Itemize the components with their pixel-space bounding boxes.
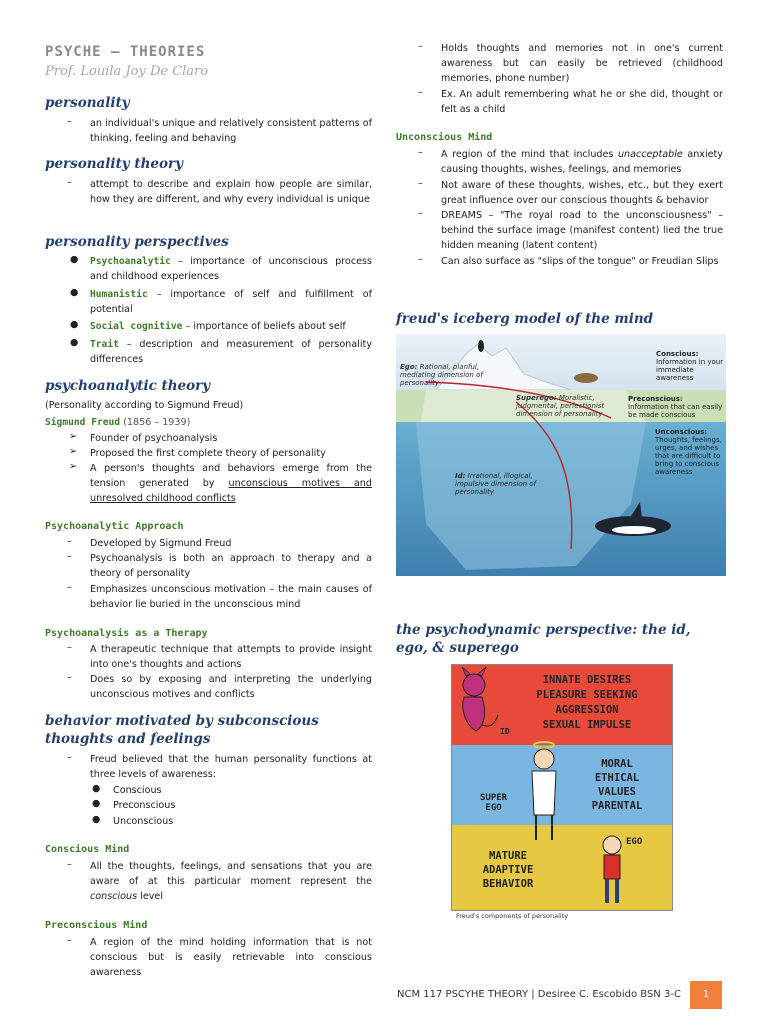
perspective-term: Social cognitive	[90, 321, 183, 332]
freud-bullet: Proposed the first complete theory of personality	[90, 448, 326, 459]
bullet-dot: ●	[70, 287, 79, 298]
conscious-text-b: level	[137, 891, 163, 903]
conscious-text-a: All the thoughts, feelings, and sensations that you are aware of at this particular moment represent the	[90, 861, 372, 888]
dash-marker: –	[67, 551, 72, 562]
perspective-term: Trait	[90, 339, 119, 350]
conscious-term: Conscious:	[656, 350, 699, 358]
arrow-bullet: ➢	[69, 446, 78, 457]
id-line: SEXUAL IMPULSE	[542, 719, 632, 731]
document-author: Prof. Louila Joy De Claro	[45, 64, 209, 79]
page-footer: NCM 117 PSCYHE THEORY | Desiree C. Escobido BSN 3-C	[397, 989, 681, 1000]
personality-definition: an individual's unique and relatively consistent patterns of thinking, feeling and behaving	[90, 118, 372, 145]
bullet-dot: ●	[70, 337, 79, 348]
preconscious-item: Holds thoughts and memories not in one's current awareness but can easily be retrieved (childhood memories, phone number)	[441, 43, 723, 85]
id-line: PLEASURE SEEKING	[536, 689, 638, 701]
dash-marker: –	[418, 41, 423, 52]
preconscious-desc: Information that can easily be made conscious	[628, 403, 723, 419]
heading-conscious-mind: Conscious Mind	[45, 844, 130, 855]
freud-underlined: unconscious motives and unresolved childhood conflicts	[90, 478, 372, 505]
iceberg-label-id	[455, 472, 565, 496]
bullet-dot: ●	[70, 319, 79, 330]
psychodynamic-figure	[451, 664, 673, 911]
personality-theory-definition: attempt to describe and explain how people are similar, how they are different, and why every individual is unique	[90, 179, 372, 206]
perspective-item	[90, 337, 372, 367]
perspective-desc: – importance of self and fulfillment of potential	[90, 289, 372, 316]
preconscious-term: Preconscious:	[628, 395, 683, 403]
dash-marker: –	[67, 582, 72, 593]
freud-bullet: Founder of psychoanalysis	[90, 433, 218, 444]
bullet-dot: ●	[92, 814, 101, 825]
iceberg-label-conscious	[656, 350, 724, 382]
heading-psychoanalytic-theory: psychoanalytic theory	[45, 378, 211, 394]
iceberg-label-superego	[516, 394, 628, 418]
approach-item: Developed by Sigmund Freud	[90, 538, 232, 549]
unconscious-term: Unconscious:	[655, 428, 708, 436]
id-line: AGGRESSION	[555, 704, 619, 716]
dash-marker: –	[67, 116, 72, 127]
heading-personality-theory: personality theory	[45, 156, 183, 172]
therapy-item: A therapeutic technique that attempts to provide insight into one's thoughts and actions	[90, 644, 372, 671]
heading-psychoanalytic-approach: Psychoanalytic Approach	[45, 521, 184, 532]
freud-years: (1856 – 1939)	[120, 417, 191, 428]
dash-marker: –	[67, 642, 72, 653]
superego-term: Superego:	[516, 394, 557, 402]
dash-marker: –	[418, 147, 423, 158]
dash-marker: –	[418, 254, 423, 265]
dash-marker: –	[418, 208, 423, 219]
unconscious-desc: Thoughts, feelings, urges, and wishes that are difficult to bring to conscious awareness	[655, 436, 722, 476]
superego-label-line: EGO	[485, 803, 502, 813]
superego-line: MORAL	[601, 758, 633, 770]
dash-marker: –	[418, 178, 423, 189]
bullet-dot: ●	[70, 254, 79, 265]
ego-desc: Rational, planful, mediating dimension of personality	[400, 363, 483, 387]
heading-personality-perspectives: personality perspectives	[45, 234, 229, 250]
superego-line: VALUES	[598, 786, 636, 798]
penguin-icon	[478, 340, 484, 352]
dash-marker: –	[67, 672, 72, 683]
iceberg-label-ego	[400, 363, 510, 387]
dash-marker: –	[67, 859, 72, 870]
id-line: INNATE DESIRES	[542, 674, 632, 686]
superego-line: ETHICAL	[594, 772, 640, 784]
id-term: Id:	[455, 472, 466, 480]
conscious-text-em: conscious	[90, 891, 138, 903]
unconscious-item: DREAMS – "The royal road to the unconsciousness" – behind the surface image (manifest content) lied the true hidden meaning (latent content)	[441, 210, 723, 252]
perspective-item	[90, 319, 372, 334]
awareness-level: Conscious	[113, 785, 162, 796]
behavior-text: Freud believed that the human personality functions at three levels of awareness:	[90, 754, 372, 781]
ego-line: BEHAVIOR	[482, 878, 534, 890]
ego-line: ADAPTIVE	[482, 864, 534, 876]
heading-personality: personality	[45, 95, 130, 111]
ego-term: Ego:	[400, 363, 418, 371]
devil-icon	[462, 667, 498, 731]
orca-belly	[612, 526, 656, 534]
heading-unconscious-mind: Unconscious Mind	[396, 132, 493, 143]
unconscious-text-b: anxiety causing thoughts, wishes, feelings, and memories	[441, 149, 723, 176]
freud-name: Sigmund Freud	[45, 417, 121, 428]
preconscious-item: Ex. An adult remembering what he or she did, thought or felt as a child	[441, 89, 723, 116]
document-title: PSYCHE – THEORIES	[45, 44, 206, 60]
arrow-bullet: ➢	[69, 431, 78, 442]
arrow-bullet: ➢	[69, 461, 78, 472]
unconscious-item: Not aware of these thoughts, wishes, etc., but they exert great influence over our conscious thoughts & behavior	[441, 180, 723, 207]
freud-bullet-long	[90, 461, 372, 507]
unconscious-item: Can also surface as "slips of the tongue" or Freudian Slips	[441, 256, 719, 267]
heading-psychoanalysis-therapy: Psychoanalysis as a Therapy	[45, 628, 208, 639]
perspective-desc: – description and measurement of personality differences	[90, 339, 372, 366]
superego-line: PARENTAL	[591, 800, 643, 812]
psychodynamic-characters	[452, 665, 672, 910]
unconscious-text-a: A region of the mind that includes	[441, 149, 618, 160]
ego-character-label: EGO	[626, 837, 643, 847]
freud-line	[45, 415, 345, 430]
bullet-dot: ●	[92, 783, 101, 794]
conscious-mind-text	[90, 859, 372, 905]
id-character-label: ID	[500, 727, 510, 736]
preconscious-item: A region of the mind holding information that is not conscious but is easily retrievable into conscious awareness	[90, 937, 372, 979]
dash-marker: –	[67, 935, 72, 946]
conscious-desc: Information in your immediate awareness	[656, 358, 724, 382]
superego-desc: Moralistic, judgmental, perfectionist dimension of personality	[516, 394, 605, 418]
dash-marker: –	[67, 177, 72, 188]
iceberg-label-unconscious	[655, 428, 723, 476]
perspective-term: Humanistic	[90, 289, 148, 300]
unconscious-item	[441, 147, 723, 177]
iceberg-label-preconscious	[628, 395, 724, 419]
dash-marker: –	[418, 87, 423, 98]
perspective-term: Psychoanalytic	[90, 256, 171, 267]
freud-note: (Personality according to Sigmund Freud)	[45, 400, 244, 411]
approach-item: Emphasizes unconscious motivation – the main causes of behavior lie buried in the unconscious mind	[90, 584, 372, 611]
id-desc: Irrational, illogical, impulsive dimension of personality	[455, 472, 537, 496]
bullet-dot: ●	[92, 798, 101, 809]
page-number: 1	[690, 981, 722, 1009]
person-icon	[603, 836, 621, 903]
dash-marker: –	[67, 536, 72, 547]
perspective-desc: – importance of unconscious process and childhood experiences	[90, 256, 372, 283]
freud-bullet-text: A person's thoughts and behaviors emerge from the tension generated by	[90, 463, 372, 490]
psychodynamic-caption: Freud's components of personality	[456, 912, 569, 920]
seal-icon	[574, 373, 598, 383]
heading-psychodynamic: the psychodynamic perspective: the id, ego, & superego	[396, 622, 691, 656]
heading-preconscious-mind: Preconscious Mind	[45, 920, 148, 931]
perspective-item	[90, 287, 372, 317]
awareness-level: Unconscious	[113, 816, 174, 827]
dash-marker: –	[67, 752, 72, 763]
angel-icon	[532, 742, 556, 840]
approach-item: Psychoanalysis is both an approach to therapy and a theory of personality	[90, 553, 372, 580]
heading-iceberg-model: freud's iceberg model of the mind	[396, 311, 654, 327]
heading-behavior-motivated: behavior motivated by subconscious thoughts and feelings	[45, 713, 319, 747]
therapy-item: Does so by exposing and interpreting the underlying unconscious motives and conflicts	[90, 674, 372, 701]
perspective-item	[90, 254, 372, 284]
unconscious-text-em: unacceptable	[617, 149, 683, 160]
superego-label-line: SUPER	[480, 793, 508, 803]
ego-line: MATURE	[489, 850, 527, 862]
awareness-level: Preconscious	[113, 800, 176, 811]
perspective-desc: – importance of beliefs about self	[182, 321, 346, 332]
